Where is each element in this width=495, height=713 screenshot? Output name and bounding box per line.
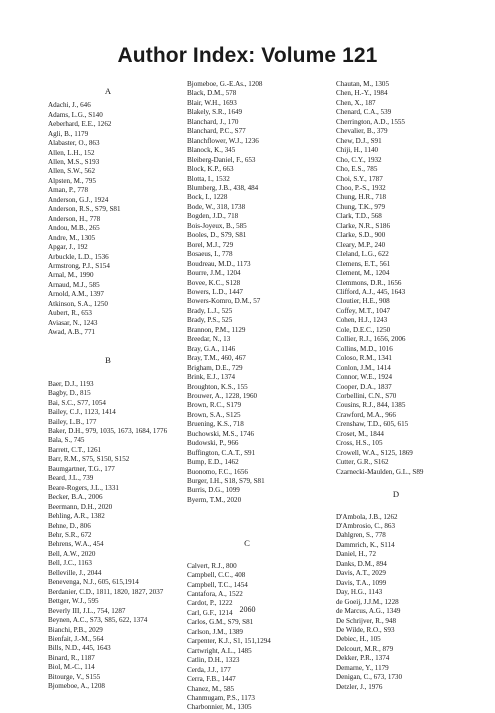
index-entry: Baumgartner, T.G., 177: [48, 464, 115, 473]
index-entry: Choo, P.-S., 1932: [336, 183, 386, 192]
index-entry: Benevenga, N.J., 605, 615,1914: [48, 578, 139, 587]
index-entry: Bovee, K.C., S128: [187, 278, 241, 287]
index-entry: De Schrijver, R., 948: [336, 616, 397, 625]
index-entry: Cutter, G.R., S162: [336, 458, 389, 467]
index-entry: Bosaeus, I., 778: [187, 250, 233, 259]
index-entry: Bruening, K.S., 718: [187, 420, 244, 429]
index-entry: Bourre, J.M., 1204: [187, 269, 241, 278]
index-entry: Crenshaw, T.D., 605, 615: [336, 420, 409, 429]
index-entry: Burris, D.G., 1099: [187, 486, 240, 495]
index-entry: Carl, G.F., 1214: [187, 608, 233, 617]
index-entry: Breedar, N., 13: [187, 335, 231, 344]
index-entry: D'Ambola, J.B., 1262: [336, 512, 398, 521]
index-entry: Blumberg, J.B., 438, 484: [187, 183, 259, 192]
index-entry: Blakely, S.R., 1649: [187, 108, 243, 117]
index-entry: Cerda, J.J., 177: [187, 665, 231, 674]
index-entry: Bell, J.C., 1163: [48, 559, 92, 568]
index-entry: Brigham, D.E., 729: [187, 363, 243, 372]
index-entry: Baker, D.H., 979, 1035, 1673, 1684, 1776: [48, 427, 168, 436]
index-entry: Clemmons, D.R., 1656: [336, 278, 402, 287]
index-entry: Arnal, M., 1990: [48, 271, 94, 280]
index-entry: Booles, D., S79, S81: [187, 231, 247, 240]
index-entry: Crowell, W.A., S125, 1869: [336, 448, 413, 457]
index-entry: Cartwright, A.L., 1485: [187, 646, 252, 655]
index-entry: Brink, E.J., 1374: [187, 373, 236, 382]
index-entry: De Wilde, R.O., S93: [336, 625, 395, 634]
section-letter: A: [104, 85, 112, 96]
index-entry: Cantafora, A., 1522: [187, 590, 243, 599]
index-entry: Buchowski, M.S., 1746: [187, 429, 255, 438]
index-entry: Coloso, R.M., 1341: [336, 354, 392, 363]
index-entry: Arbuckle, L.D., 1536: [48, 252, 109, 261]
index-entry: Behling, A.R., 1382: [48, 512, 105, 521]
index-entry: Brady, L.J., 525: [187, 306, 233, 315]
index-entry: Carpenter, K.J., S1, 151,1294: [187, 637, 271, 646]
index-entry: Allen, S.W., 562: [48, 167, 96, 176]
index-entry: Aubert, R., 653: [48, 309, 92, 318]
index-entry: Barr, R.M., S75, S150, S152: [48, 455, 130, 464]
index-entry: Danks, D.M., 894: [336, 559, 387, 568]
index-entry: Cloutier, H.E., 908: [336, 297, 390, 306]
index-entry: Adams, L.G., S140: [48, 110, 103, 119]
index-entry: Cleland, L.G., 622: [336, 250, 389, 259]
index-entry: Campbell, C.C., 408: [187, 571, 246, 580]
index-entry: Carlson, J.M., 1389: [187, 627, 243, 636]
index-entry: Arnold, A.M., 1397: [48, 290, 104, 299]
index-entry: Aeberhard, E.E., 1262: [48, 120, 112, 129]
index-entry: Byerm, T.M., 2020: [187, 495, 242, 504]
index-entry: Chanmugam, P.S., 1173: [187, 694, 255, 703]
index-entry: Conlon, J.M., 1414: [336, 363, 391, 372]
index-entry: Demarne, Y., 1179: [336, 663, 389, 672]
index-entry: Blanock, K., 345: [187, 146, 236, 155]
index-entry: Campbell, T.C., 1454: [187, 580, 248, 589]
index-entry: Blair, W.H., 1693: [187, 98, 237, 107]
section-letter: B: [105, 354, 111, 365]
section-letter: C: [244, 538, 250, 549]
index-entry: Clemens, E.T., 561: [336, 259, 391, 268]
index-column-3: [336, 80, 468, 692]
index-entry: Andou, M.B., 265: [48, 224, 100, 233]
index-entry: Corbellini, C.N., S70: [336, 391, 397, 400]
index-entry: Cho, C.Y., 1932: [336, 155, 382, 164]
index-entry: Beverly III, J.L., 754, 1287: [48, 606, 126, 615]
index-entry: Black, D.M., 578: [187, 89, 237, 98]
index-entry: Apgar, J., 192: [48, 243, 88, 252]
index-entry: Cohen, H.J., 1243: [336, 316, 388, 325]
index-entry: Detzler, J., 1976: [336, 682, 383, 691]
index-entry: Clement, M., 1204: [336, 269, 390, 278]
index-entry: Cardot, P., 1222: [187, 599, 233, 608]
index-entry: Bleiberg-Daniel, F., 653: [187, 155, 256, 164]
index-entry: Bode, W., 318, 1738: [187, 202, 246, 211]
index-entry: Catlin, D.H., 1323: [187, 656, 240, 665]
index-entry: Bagby, D., 815: [48, 389, 91, 398]
index-entry: Bjomeboe, G.-E.As., 1208: [187, 80, 263, 88]
index-entry: Bell, A.W., 2020: [48, 549, 96, 558]
index-entry: Awad, A.B., 771: [48, 328, 96, 337]
index-entry: Davis, T.A., 1099: [336, 578, 387, 587]
index-entry: Chiji, H., 1140: [336, 146, 379, 155]
index-entry: Armstrong, P.J., S154: [48, 262, 110, 271]
index-entry: Baer, D.J., 1193: [48, 379, 94, 388]
index-entry: Broughton, K.S., 155: [187, 382, 248, 391]
index-entry: Andre, M., 1305: [48, 233, 96, 242]
index-entry: Czarnecki-Maulden, G.L., S89: [336, 467, 424, 476]
index-entry: Alpsten, M., 795: [48, 176, 96, 185]
index-entry: Chen, X., 187: [336, 98, 376, 107]
index-entry: Anderson, R.S., S79, S81: [48, 205, 121, 214]
index-entry: Clarke, N.R., S186: [336, 221, 390, 230]
index-entry: Chung, T.K., 979: [336, 202, 386, 211]
index-entry: Bitourge, V., S155: [48, 672, 101, 681]
index-entry: Buffington, C.A.T., S91: [187, 448, 256, 457]
index-entry: Calvert, R.J., 800: [187, 561, 237, 570]
index-entry: Denigan, C., 673, 1730: [336, 673, 403, 682]
index-entry: Behne, D., 806: [48, 521, 91, 530]
index-entry: Brown, R.C., S179: [187, 401, 241, 410]
index-entry: Bai, S.C., S77, 1054: [48, 398, 106, 407]
index-entry: Brady, P.S., 525: [187, 316, 233, 325]
index-entry: Cerra, F.B., 1447: [187, 675, 236, 684]
index-entry: Allen, L.H., 152: [48, 148, 95, 157]
index-entry: Bogden, J.D., 718: [187, 212, 239, 221]
index-entry: Chanez, M., 585: [187, 684, 235, 693]
index-entry: Chenard, C.A., 539: [336, 108, 392, 117]
index-entry: Barrett, C.T., 1261: [48, 445, 102, 454]
index-entry: Blotta, I., 1532: [187, 174, 230, 183]
index-entry: Chevalier, B., 379: [336, 127, 388, 136]
index-entry: Becker, B.A., 2006: [48, 493, 103, 502]
index-entry: Beare-Rogers, J.L., 1331: [48, 483, 119, 492]
index-entry: Bettger, W.J., 595: [48, 597, 99, 606]
index-entry: Carlos, G.M., S79, S81: [187, 618, 254, 627]
index-entry: Clifford, A.J., 445, 1643: [336, 287, 406, 296]
index-entry: Beard, J.L., 739: [48, 474, 94, 483]
index-entry: Bray, G.A., 1146: [187, 344, 236, 353]
index-entry: Blanchard, J., 170: [187, 117, 239, 126]
index-entry: Beermann, D.H., 2020: [48, 502, 113, 511]
index-entry: Chew, D.J., S91: [336, 136, 382, 145]
index-entry: Behr, S.R., 672: [48, 531, 92, 539]
index-entry: Bump, E.D., 1462: [187, 458, 239, 467]
index-entry: Bjomeboe, A., 1208: [48, 682, 105, 691]
index-entry: Day, H.G., 1143: [336, 588, 383, 597]
index-entry: Dammrich, K., S114: [336, 540, 395, 549]
index-entry: Bailey, C.J., 1123, 1414: [48, 408, 116, 417]
index-entry: Aviasar, N., 1243: [48, 318, 98, 327]
index-entry: Delcourt, M.R., 879: [336, 644, 394, 653]
index-entry: Croset, M., 1844: [336, 429, 384, 438]
index-entry: Boudreau, M.D., 1173: [187, 259, 251, 268]
index-entry: Bowers-Komro, D.M., 57: [187, 297, 261, 306]
index-entry: Bray, T.M., 460, 467: [187, 354, 246, 363]
index-entry: Biol, M.-C., 114: [48, 663, 95, 672]
page-title: Author Index: Volume 121: [117, 44, 378, 67]
index-entry: Chautan, M., 1305: [336, 80, 390, 88]
index-entry: Bills, N.D., 445, 1643: [48, 644, 111, 653]
index-entry: Cho, E.S., 785: [336, 165, 378, 174]
index-entry: Charbonnier, M., 1305: [187, 703, 252, 712]
index-entry: Aman, P., 778: [48, 186, 89, 195]
index-entry: Dahlgren, S., 778: [336, 531, 386, 540]
page-number: 2060: [239, 605, 256, 614]
index-entry: Connor, W.E., 1924: [336, 373, 393, 382]
section-letter: D: [392, 489, 400, 500]
index-entry: Cooper, D.A., 1837: [336, 382, 392, 391]
index-entry: Collins, M.D., 1016: [336, 344, 393, 353]
index-entry: Behrens, W.A., 454: [48, 540, 104, 549]
index-entry: Davis, A.T., 2029: [336, 569, 386, 578]
index-entry: Brannon, P.M., 1129: [187, 325, 246, 334]
index-entry: Bock, I., 1228: [187, 193, 228, 202]
index-entry: Cousins, R.J., 844, 1385: [336, 401, 406, 410]
index-entry: Dekker, P.R., 1374: [336, 654, 390, 663]
index-entry: Block, K.P., 663: [187, 165, 234, 174]
index-entry: Clark, T.D., 568: [336, 212, 382, 221]
index-entry: Bowers, L.D., 1447: [187, 287, 243, 296]
index-entry: Anderson, G.J., 1924: [48, 195, 109, 204]
index-entry: Bailey, L.B., 177: [48, 417, 97, 426]
index-entry: Beynen, A.C., S73, S85, 622, 1374: [48, 616, 148, 625]
index-entry: Blanchard, P.C., S77: [187, 127, 246, 136]
index-entry: Bois-Joyeux, B., 585: [187, 221, 247, 230]
index-entry: Budowski, P., 966: [187, 439, 239, 448]
index-entry: D'Ambrosio, C., 863: [336, 521, 396, 530]
index-entry: Berdanier, C.D., 1811, 1820, 1827, 2037: [48, 587, 164, 596]
index-entry: Clarke, S.D., 900: [336, 231, 386, 240]
index-entry: Brouwer, A., 1228, 1960: [187, 391, 258, 400]
index-entry: Adachi, J., 646: [48, 101, 91, 110]
index-entry: Borel, M.J., 729: [187, 240, 234, 249]
index-entry: Agli, B., 1179: [48, 129, 89, 138]
index-entry: Brown, S.A., S125: [187, 410, 241, 419]
index-entry: Cherrington, A.D., 1555: [336, 117, 405, 126]
index-entry: Alabaster, O., 863: [48, 139, 100, 148]
index-entry: Burger, I.H., S18, S79, S81: [187, 477, 265, 486]
index-entry: Binard, R., 1187: [48, 653, 95, 662]
index-entry: Debiec, H., 105: [336, 635, 381, 644]
index-entry: Crawford, M.A., 966: [336, 410, 396, 419]
index-entry: Allen, M.S., S193: [48, 158, 100, 167]
index-entry: Daniel, H., 72: [336, 550, 376, 559]
index-entry: Cleary, M.P., 240: [336, 240, 386, 249]
index-entry: Atkinson, S.A., 1250: [48, 299, 108, 308]
index-entry: Cross, H.S., 105: [336, 439, 383, 448]
index-entry: Arnaud, M.J., 585: [48, 280, 100, 289]
index-column-2: [187, 80, 319, 713]
index-entry: de Goeij, J.J.M., 1228: [336, 597, 399, 606]
index-entry: Choi, S.Y., 1787: [336, 174, 383, 183]
index-entry: Anderson, H., 778: [48, 214, 101, 223]
index-entry: Bianchi, P.B., 2029: [48, 625, 103, 634]
index-entry: Coffey, M.T., 1047: [336, 306, 391, 315]
index-entry: Chung, H.R., 718: [336, 193, 387, 202]
index-entry: Bienfait, J.-M., 564: [48, 634, 104, 643]
index-entry: de Marcus, A.G., 1349: [336, 607, 401, 616]
index-entry: Buonomo, F.C., 1656: [187, 467, 248, 476]
index-entry: Bala, S., 745: [48, 436, 85, 445]
index-column-1: [48, 80, 180, 692]
index-entry: Collier, R.J., 1656, 2006: [336, 335, 406, 344]
index-entry: Chen, H.-Y., 1984: [336, 89, 388, 98]
index-entry: Cole, D.E.C., 1250: [336, 325, 391, 334]
index-entry: Belleville, J., 2044: [48, 568, 102, 577]
index-entry: Blanchflower, W.J., 1236: [187, 136, 259, 145]
